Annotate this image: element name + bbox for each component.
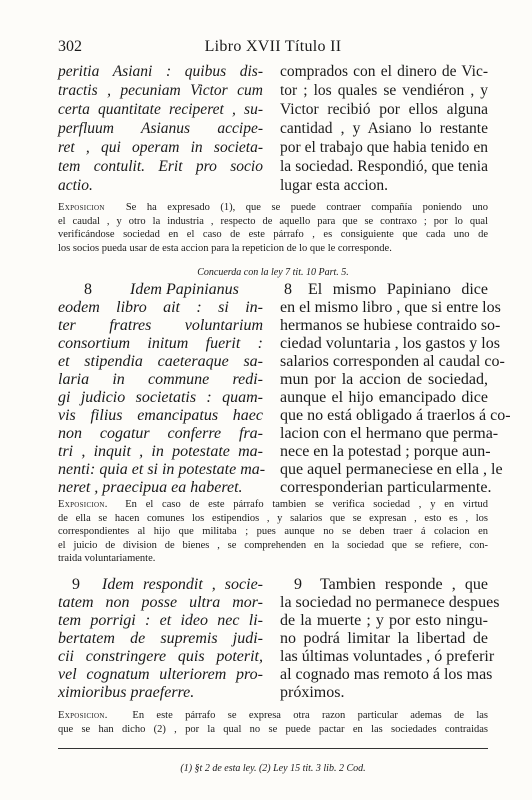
exposicion-text: Se ha expresado (1), que se puede contraer compañía poniendo uno [125,202,488,213]
latin-line: cii constringere quis poterit, [58,648,263,665]
latin-line: laria in commune redi- [58,371,263,388]
spanish-line: lugar esta accion. [280,177,389,194]
exposicion-line: que se han dicho (2) , por la qual no se puede pactar en las sociedades contraidas [58,723,488,735]
spanish-line: próximos. [280,684,345,701]
exposicion-label: Exposicion. [58,710,108,721]
spanish-line: lacion con el hermano que perma- [280,425,499,442]
latin-line: vis filius emancipatus haec [58,407,263,424]
exposicion-line [58,709,488,723]
latin-text: Idem Papinianus [130,281,239,298]
exposicion-block-3 [58,709,488,736]
spanish-text-block-1 [280,62,488,195]
spanish-line: en el mismo libro , que si entre los [280,299,501,316]
latin-line: tractis , pecuniam Victor cum [58,82,263,99]
spanish-text: Tambien responde , que [320,576,488,593]
latin-text-block-1 [58,62,263,195]
spanish-line: cantidad , y Asiano lo restante [280,120,488,137]
latin-line: ximioribus praeferre. [58,684,195,701]
spanish-line [280,576,488,594]
spanish-line: comprados con el dinero de Vic- [280,63,488,80]
latin-line: ret , qui operam in societa- [58,139,263,156]
paragraph-number: 8 [284,281,292,298]
spanish-line: mun por la accion de sociedad, [280,371,488,388]
spanish-line: de la muerte ; y por esto ningu- [280,612,488,629]
latin-text-block-3 [58,576,263,702]
spanish-line: corresponderian particularmente. [280,479,492,496]
paragraph-number: 8 [84,281,92,298]
latin-line: gi judicio societatis : quam- [58,389,263,406]
exposicion-text: En el caso de este párrafo tambien se verifica sociedad , y en virtud [125,499,488,510]
latin-line: peritia Asiani : quibus dis- [58,63,263,80]
spanish-text-block-2 [280,281,511,497]
latin-line: tri , inquit , in potestate ma- [58,443,263,460]
exposicion-line [58,201,488,215]
latin-line: neret , praecipua ea haberet. [58,479,243,496]
spanish-line: la sociedad no permanece despues [280,594,500,611]
latin-text-block-2 [58,281,266,497]
spanish-line: por el trabajo que habia tenido en [280,139,488,156]
exposicion-line: de ella se hacen comunes los estipendios , y salarios que se expresan , esto es , los [58,512,488,524]
exposicion-line: el juicio de division de bienes , se comprehenden en la sociedad que se refiere, con- [58,539,488,551]
exposicion-line: correspondientes al hijo que militaba ; pues aunque no se deben traer á colacion en [58,526,488,537]
running-head: Libro XVII Título II [204,38,342,55]
spanish-text: El mismo Papiniano dice [308,281,488,298]
spanish-line: nece en la potestad ; porque aun- [280,443,491,460]
spanish-line: que no está obligado á traerlos á co- [280,407,511,424]
exposicion-line: los socios pueda usar de esta accion para la repeticion de lo que le corresponde. [58,242,392,254]
exposicion-line: traida voluntariamente. [58,553,156,564]
latin-line: bertatem de supremis judi- [58,630,263,647]
latin-line [58,576,263,594]
latin-line: ter fratres voluntarium [58,317,263,334]
latin-line: tatem non posse ultra mor- [58,594,263,611]
paragraph-number: 9 [72,576,80,593]
exposicion-line: el caudal , y otro la industria , respecto de aquello para que se contraxo ; por lo qual [58,215,488,227]
latin-line: et stipendia caeteraque sa- [58,353,263,370]
latin-line: non cogatur conferre fra- [58,425,263,442]
spanish-line: hermanos se hubiese contraido so- [280,317,501,334]
page-number: 302 [58,38,82,55]
latin-line: actio. [58,177,93,194]
spanish-line: la sociedad. Respondió, que tenia [280,158,488,175]
spanish-line: no podrá limitar la libertad de [280,630,488,647]
spanish-line: salarios corresponden al caudal co- [280,353,505,370]
spanish-line: al cognado mas remoto á los mas [280,666,493,683]
footnote-rule [58,748,488,749]
latin-line [58,281,263,299]
exposicion-block-1 [58,201,488,255]
spanish-line: Victor recibió por ellos alguna [280,101,488,118]
latin-line: certa quantitate reciperet , su- [58,101,263,118]
paragraph-number: 9 [294,576,302,593]
exposicion-line [58,498,488,512]
footnotes: (1) §t 2 de esta ley. (2) Ley 15 tit. 3 lib. 2 Cod. [180,763,366,774]
spanish-line: ciedad voluntaria , los gastos y los [280,335,500,352]
spanish-line [280,281,488,299]
concordance-note: Concuerda con la ley 7 tit. 10 Part. 5. [197,267,349,278]
spanish-line: tor ; los quales se vendiéron , y [280,82,488,99]
latin-line: tem contulit. Erit pro socio [58,158,263,175]
exposicion-block-2 [58,498,488,566]
page-header [58,38,488,58]
spanish-line: aunque el hijo emancipado dice [280,389,488,406]
latin-line: perfluum Asianus accipe- [58,120,263,137]
exposicion-label: Exposicion [58,202,105,213]
latin-line: vel cognatum ulteriorem pro- [58,666,263,683]
spanish-line: las últimas voluntades , ó preferir [280,648,495,665]
exposicion-label: Exposicion. [58,499,108,510]
latin-line: tem porrigi : et ideo nec li- [58,612,263,629]
exposicion-line: verificándose sociedad en el caso de este párrafo , es consiguiente que cada uno de [58,229,488,240]
exposicion-text: En este párrafo se expresa otra razon particular ademas de las [132,710,488,721]
spanish-text-block-3 [280,576,500,702]
spanish-line: que aquel permaneciese en ella , le [280,461,503,478]
latin-line: eodem libro ait : si in- [58,299,263,316]
latin-text: Idem respondit , socie- [102,576,263,593]
latin-line: nenti: quia et si in potestate ma- [58,461,266,478]
latin-line: consortium initum fuerit : [58,335,263,352]
